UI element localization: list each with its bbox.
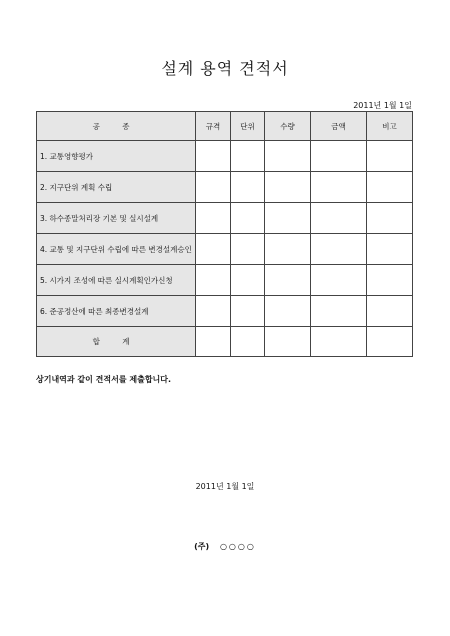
unit-cell (231, 203, 265, 234)
item-label: 2. 지구단위 계획 수립 (37, 172, 196, 203)
spec-cell (196, 327, 231, 357)
unit-cell (231, 172, 265, 203)
amount-cell (311, 141, 367, 172)
remarks-cell (367, 327, 413, 357)
remarks-cell (367, 203, 413, 234)
company-prefix: (주) (194, 542, 210, 551)
column-header-amount: 금액 (311, 112, 367, 141)
column-header-work-type: 공 종 (37, 112, 196, 141)
table-row (37, 203, 413, 234)
quantity-cell (265, 234, 311, 265)
unit-cell (231, 327, 265, 357)
table-row (37, 265, 413, 296)
total-row (37, 327, 413, 357)
remarks-cell (367, 296, 413, 327)
unit-cell (231, 265, 265, 296)
quantity-cell (265, 327, 311, 357)
table-row (37, 172, 413, 203)
unit-cell (231, 141, 265, 172)
remarks-cell (367, 234, 413, 265)
spec-cell (196, 141, 231, 172)
table-row (37, 296, 413, 327)
remarks-cell (367, 265, 413, 296)
item-label: 3. 하수종말처리장 기본 및 실시설계 (37, 203, 196, 234)
remarks-cell (367, 141, 413, 172)
quantity-cell (265, 203, 311, 234)
amount-cell (311, 265, 367, 296)
column-header-unit: 단위 (231, 112, 265, 141)
amount-cell (311, 203, 367, 234)
spec-cell (196, 265, 231, 296)
document-title: 설계 용역 견적서 (161, 59, 289, 78)
column-header-spec: 규격 (196, 112, 231, 141)
submission-statement: 상기내역과 같이 견적서를 제출합니다. (36, 375, 172, 384)
table-row (37, 234, 413, 265)
item-label: 1. 교통영향평가 (37, 141, 196, 172)
amount-cell (311, 327, 367, 357)
company-name: ○○○○ (219, 542, 256, 551)
estimate-table (36, 111, 413, 357)
unit-cell (231, 234, 265, 265)
quantity-cell (265, 265, 311, 296)
quantity-cell (265, 296, 311, 327)
column-header-remarks: 비고 (367, 112, 413, 141)
spec-cell (196, 172, 231, 203)
table-header-row (37, 112, 413, 141)
total-label: 합 계 (37, 327, 196, 357)
column-header-quantity: 수량 (265, 112, 311, 141)
spec-cell (196, 203, 231, 234)
unit-cell (231, 296, 265, 327)
quantity-cell (265, 141, 311, 172)
signature-date: 2011년 1월 1일 (195, 482, 255, 491)
amount-cell (311, 172, 367, 203)
issue-date: 2011년 1월 1일 (353, 101, 412, 110)
company-signature (0, 541, 450, 552)
table-row (37, 141, 413, 172)
amount-cell (311, 234, 367, 265)
item-label: 4. 교통 및 지구단위 수립에 따른 변경설계승인 (37, 234, 196, 265)
remarks-cell (367, 172, 413, 203)
spec-cell (196, 234, 231, 265)
item-label: 5. 시가지 조성에 따른 실시계획인가신청 (37, 265, 196, 296)
item-label: 6. 준공정산에 따른 최종변경설계 (37, 296, 196, 327)
amount-cell (311, 296, 367, 327)
quantity-cell (265, 172, 311, 203)
spec-cell (196, 296, 231, 327)
